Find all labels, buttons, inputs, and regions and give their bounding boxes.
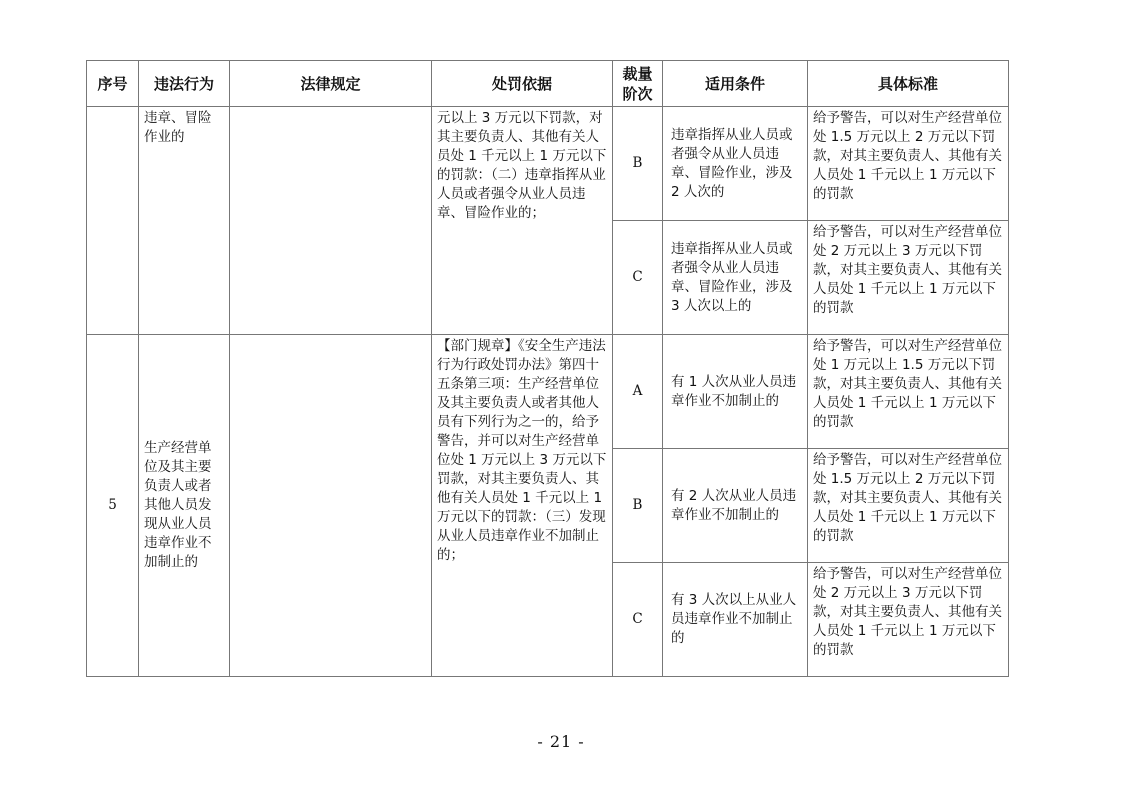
condition-cell	[663, 335, 808, 449]
seq-cell: 5	[87, 335, 139, 677]
law-cell	[230, 107, 432, 335]
header-condition: 适用条件	[663, 61, 808, 107]
table-row	[87, 107, 1009, 221]
violation-text: 生产经营单位及其主要负责人或者其他人员发现从业人员违章作业不加制止的	[144, 440, 212, 570]
basis-text: 【部门规章】《安全生产违法行为行政处罚办法》第四十五条第三项：生产经营单位及其主要负责人或者其他人员有下列行为之一的，给予警告，并可以对生产经营单位处 1 万元以上 3 万元以下罚款，对其主要负责人、其他有关人员处 1 千元以上 1 万元以下的罚款：（三）发现从业人员违章作业不加制止的；	[437, 338, 607, 563]
condition-text: 违章指挥从业人员或者强令从业人员违章、冒险作业，涉及 2 人次的	[671, 126, 793, 200]
condition-cell	[663, 107, 808, 221]
violation-text: 违章、冒险 作业的	[144, 110, 212, 145]
law-text	[230, 335, 431, 339]
table-row	[87, 335, 1009, 449]
level-cell: C	[613, 563, 663, 677]
violation-cell	[139, 107, 230, 335]
level-cell: B	[613, 107, 663, 221]
standard-cell	[808, 107, 1009, 221]
standard-text: 给予警告，可以对生产经营单位处 1.5 万元以上 2 万元以下罚款，对其主要负责人、其他有关人员处 1 千元以上 1 万元以下的罚款	[813, 452, 1002, 544]
condition-cell	[663, 449, 808, 563]
level-cell: B	[613, 449, 663, 563]
law-cell	[230, 335, 432, 677]
basis-cell	[432, 335, 613, 677]
violation-cell	[139, 335, 230, 677]
header-level: 裁量 阶次	[613, 61, 663, 107]
condition-text: 有 1 人次从业人员违章作业不加制止的	[671, 373, 797, 409]
basis-cell	[432, 107, 613, 335]
header-standard: 具体标准	[808, 61, 1009, 107]
law-text	[230, 107, 431, 111]
standard-cell	[808, 563, 1009, 677]
standard-cell	[808, 449, 1009, 563]
condition-text: 有 2 人次从业人员违章作业不加制止的	[671, 487, 797, 523]
standard-text: 给予警告，可以对生产经营单位处 2 万元以上 3 万元以下罚款，对其主要负责人、其他有关人员处 1 千元以上 1 万元以下的罚款	[813, 224, 1002, 316]
standard-cell	[808, 221, 1009, 335]
header-violation: 违法行为	[139, 61, 230, 107]
basis-text: 元以上 3 万元以下罚款，对其主要负责人、其他有关人员处 1 千元以上 1 万元以下的罚款：（二）违章指挥从业人员或者强令从业人员违章、冒险作业的；	[437, 110, 607, 221]
penalty-table	[86, 60, 1009, 677]
standard-text: 给予警告，可以对生产经营单位处 1.5 万元以上 2 万元以下罚款，对其主要负责人、其他有关人员处 1 千元以上 1 万元以下的罚款	[813, 110, 1002, 202]
standard-cell	[808, 335, 1009, 449]
level-cell: A	[613, 335, 663, 449]
header-basis: 处罚依据	[432, 61, 613, 107]
condition-text: 有 3 人次以上从业人员违章作业不加制止的	[671, 592, 797, 646]
condition-cell	[663, 563, 808, 677]
standard-text: 给予警告，可以对生产经营单位处 1 万元以上 1.5 万元以下罚款，对其主要负责人、其他有关人员处 1 千元以上 1 万元以下的罚款	[813, 338, 1002, 430]
condition-text: 违章指挥从业人员或者强令从业人员违章、冒险作业，涉及 3 人次以上的	[671, 240, 793, 314]
standard-text: 给予警告，可以对生产经营单位处 2 万元以上 3 万元以下罚款，对其主要负责人、其他有关人员处 1 千元以上 1 万元以下的罚款	[813, 566, 1002, 658]
level-cell: C	[613, 221, 663, 335]
condition-cell	[663, 221, 808, 335]
header-seq: 序号	[87, 61, 139, 107]
seq-cell	[87, 107, 139, 335]
page-number: - 21 -	[537, 732, 585, 751]
header-row	[87, 61, 1009, 107]
header-law: 法律规定	[230, 61, 432, 107]
